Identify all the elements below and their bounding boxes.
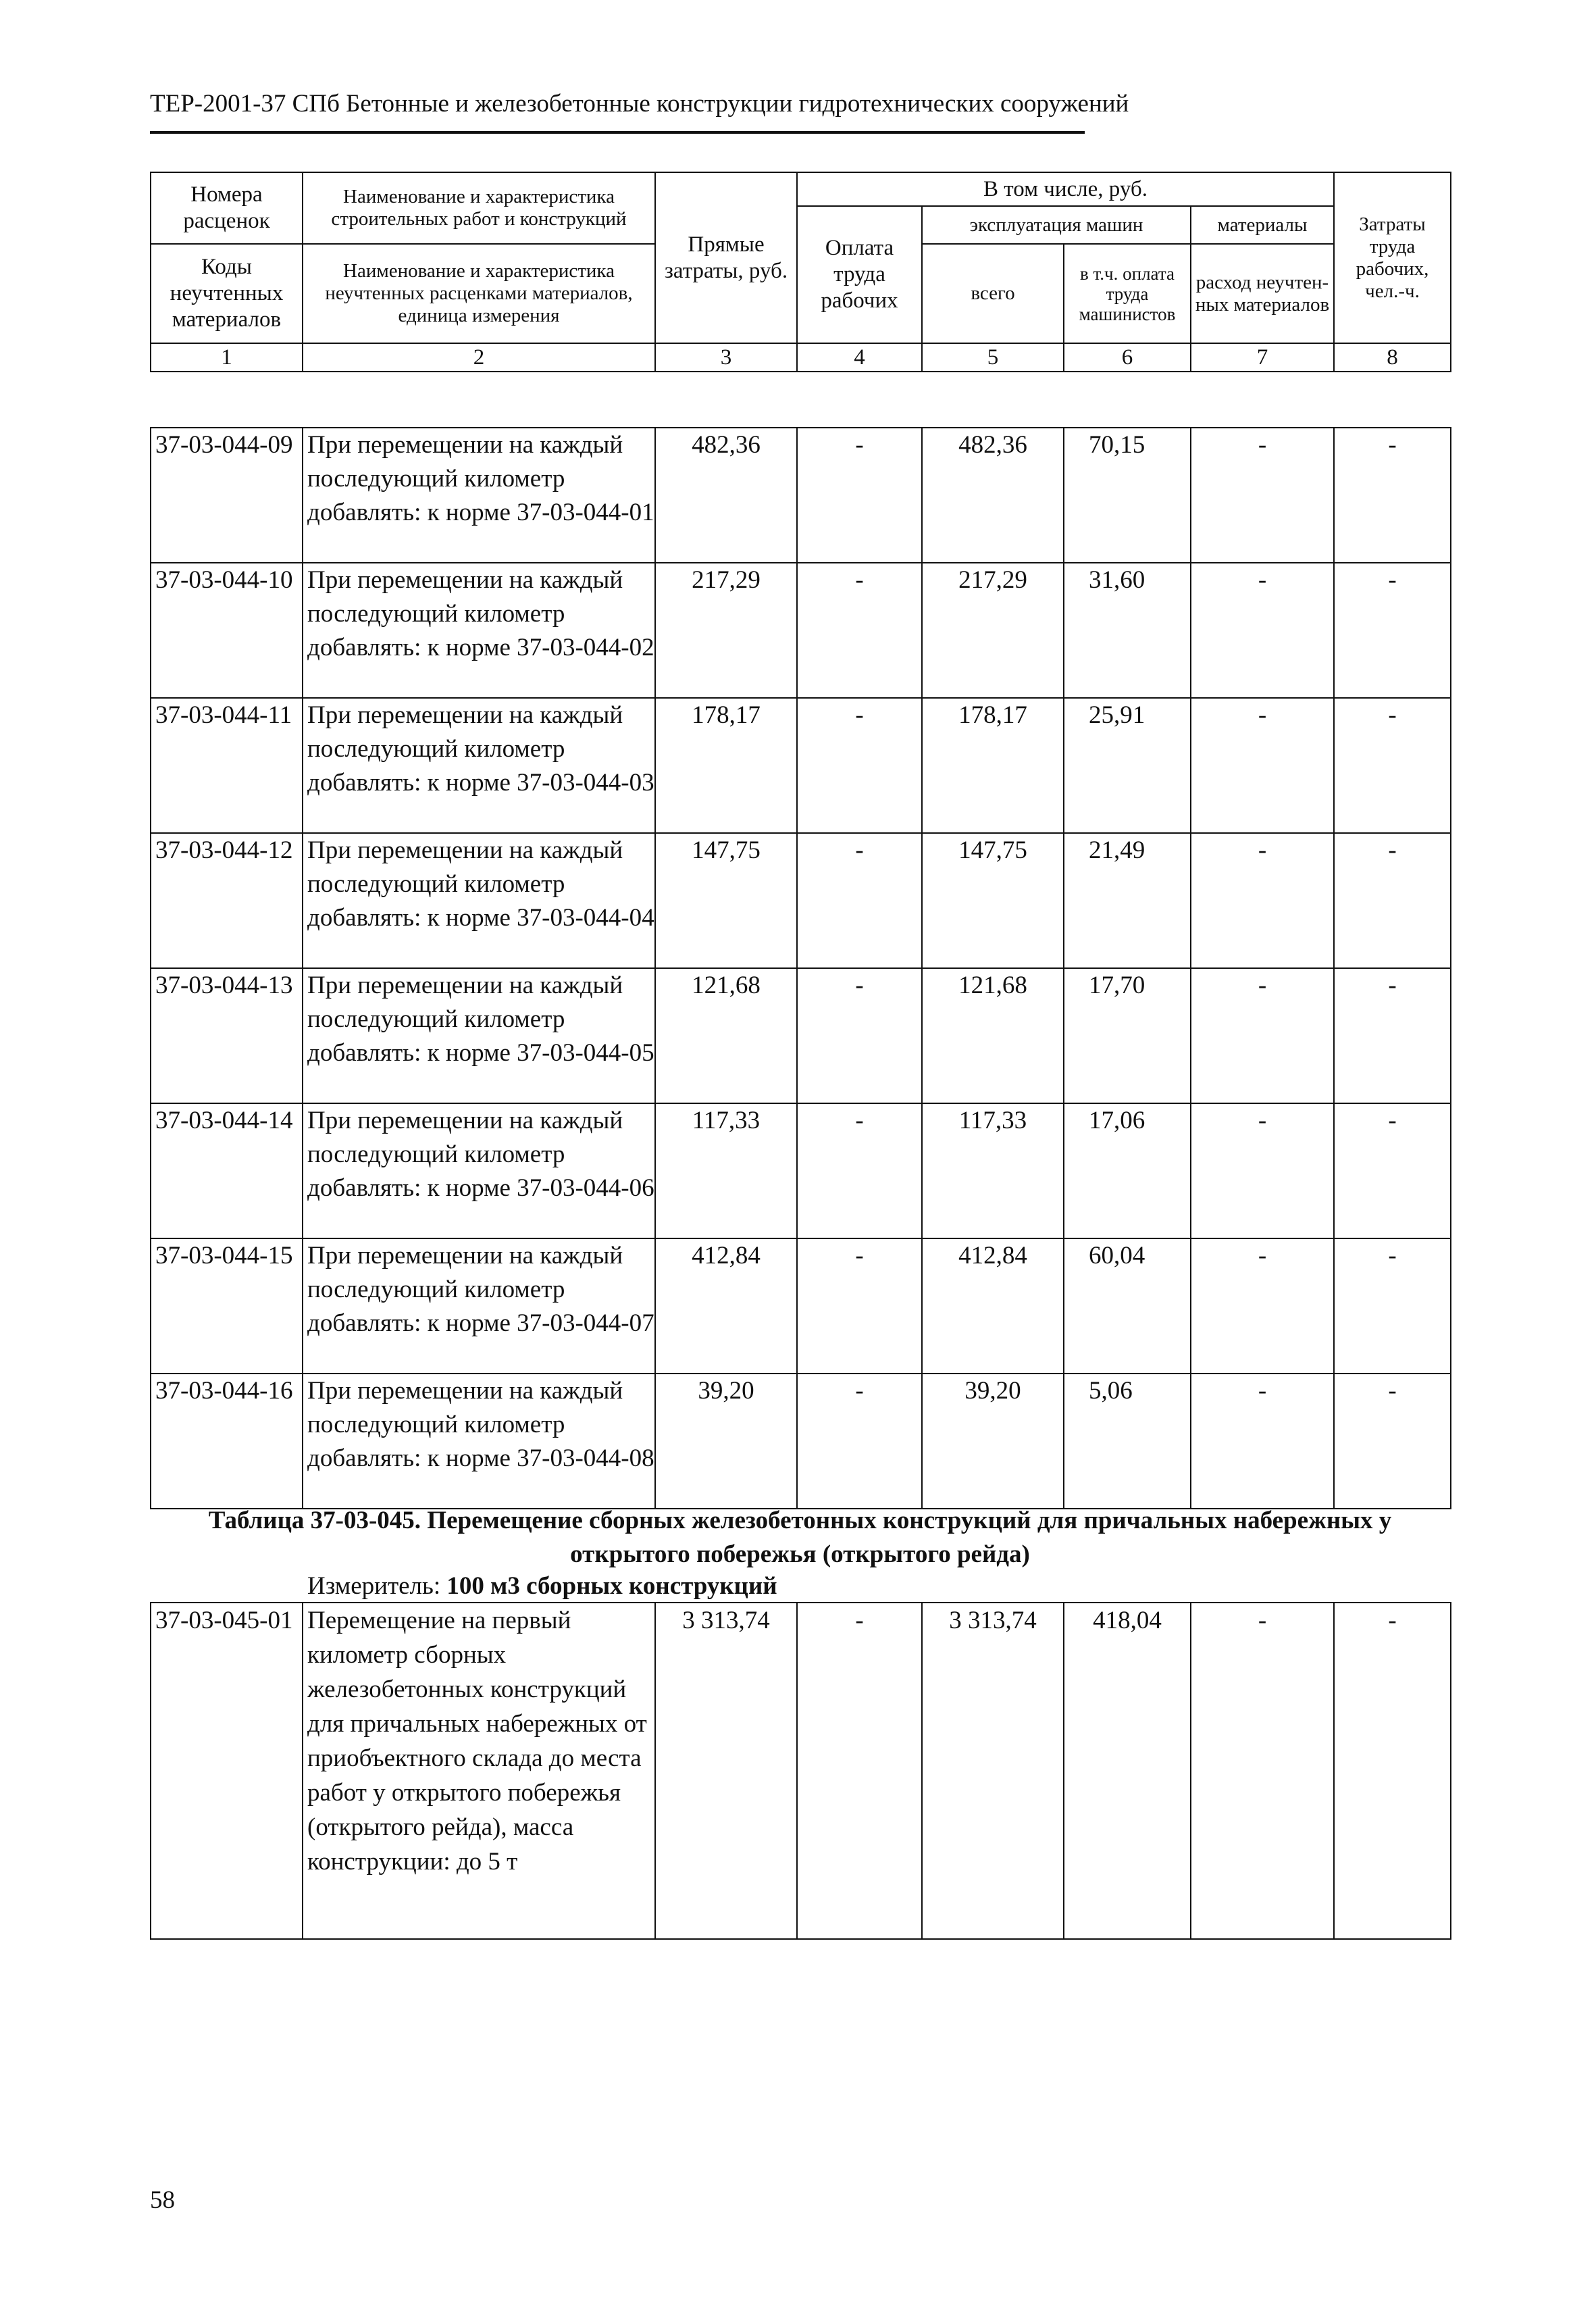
labor-cost: - (797, 698, 922, 833)
labor-hours: - (1334, 698, 1451, 833)
machines-header: эксплуатация машин (922, 206, 1191, 244)
column-number: 4 (797, 343, 922, 372)
column-number: 6 (1064, 343, 1191, 372)
col2-top-header: Наименование и характеристика строительных работ и конструкций (303, 172, 655, 244)
labor-cost: - (797, 428, 922, 563)
labor-cost: - (797, 968, 922, 1103)
rate-code: 37-03-044-11 (151, 698, 303, 833)
labor-cost: - (797, 1603, 922, 1939)
measure-unit (307, 1571, 777, 1601)
labor-hours: - (1334, 1238, 1451, 1374)
direct-cost: 117,33 (655, 1103, 797, 1238)
rate-code: 37-03-044-16 (151, 1374, 303, 1509)
table-row (151, 1374, 1451, 1509)
rate-name: При перемещении на каждый последующий километр добавлять: к норме 37-03-044-06 (303, 1103, 655, 1238)
machines-cost: 117,33 (922, 1103, 1064, 1238)
rate-code: 37-03-044-10 (151, 563, 303, 698)
rate-code: 37-03-044-15 (151, 1238, 303, 1374)
column-number: 8 (1334, 343, 1451, 372)
machines-cost: 121,68 (922, 968, 1064, 1103)
col5-header: всего (922, 244, 1064, 343)
rate-name: Перемещение на первый километр сборных железобетонных конструкций для причальных набережных от приобъектного склада до места работ у открытого побережья (открытого рейда), масса конструкции: до 5 т (303, 1603, 655, 1939)
col7-header: расход неучтен-ных материалов (1191, 244, 1334, 343)
machines-cost: 412,84 (922, 1238, 1064, 1374)
group-header: В том числе, руб. (797, 172, 1334, 206)
labor-cost: - (797, 1238, 922, 1374)
machines-cost: 217,29 (922, 563, 1064, 698)
table-row (151, 698, 1451, 833)
rate-code: 37-03-044-14 (151, 1103, 303, 1238)
table2 (150, 1602, 1451, 1940)
machinists-cost: 31,60 (1064, 563, 1191, 698)
labor-cost: - (797, 1103, 922, 1238)
rate-code: 37-03-044-13 (151, 968, 303, 1103)
table-row (151, 428, 1451, 563)
machinists-cost: 21,49 (1064, 833, 1191, 968)
machinists-cost: 17,70 (1064, 968, 1191, 1103)
materials-cost: - (1191, 698, 1334, 833)
table2-caption: Таблица 37-03-045. Перемещение сборных железобетонных конструкций для причальных набережных у открытого побережья (открытого рейда) (208, 1507, 1392, 1568)
machines-cost: 482,36 (922, 428, 1064, 563)
column-number: 5 (922, 343, 1064, 372)
labor-hours: - (1334, 968, 1451, 1103)
labor-cost: - (797, 1374, 922, 1509)
labor-hours: - (1334, 1103, 1451, 1238)
col8-header: Затраты труда рабочих, чел.-ч. (1334, 172, 1451, 343)
table-row (151, 968, 1451, 1103)
table-row (151, 1238, 1451, 1374)
column-number: 3 (655, 343, 797, 372)
column-number: 2 (303, 343, 655, 372)
machinists-cost: 5,06 (1064, 1374, 1191, 1509)
machinists-cost: 418,04 (1064, 1603, 1191, 1939)
machines-cost: 178,17 (922, 698, 1064, 833)
machines-cost: 147,75 (922, 833, 1064, 968)
direct-cost: 178,17 (655, 698, 797, 833)
rate-name: При перемещении на каждый последующий километр добавлять: к норме 37-03-044-08 (303, 1374, 655, 1509)
direct-cost: 482,36 (655, 428, 797, 563)
materials-cost: - (1191, 563, 1334, 698)
direct-cost: 3 313,74 (655, 1603, 797, 1939)
col2-bottom-header: Наименование и характеристика неучтенных расценками материалов, единица измерения (303, 244, 655, 343)
labor-hours: - (1334, 1603, 1451, 1939)
labor-hours: - (1334, 428, 1451, 563)
col1-top-header: Номера расценок (151, 172, 303, 244)
column-number: 1 (151, 343, 303, 372)
rate-code: 37-03-045-01 (151, 1603, 303, 1939)
col1-bottom-header: Коды неучтенных материалов (151, 244, 303, 343)
machinists-cost: 70,15 (1064, 428, 1191, 563)
materials-cost: - (1191, 1238, 1334, 1374)
table-row (151, 1103, 1451, 1238)
direct-cost: 412,84 (655, 1238, 797, 1374)
column-number: 7 (1191, 343, 1334, 372)
header-rule (150, 131, 1085, 134)
labor-cost: - (797, 563, 922, 698)
labor-cost: - (797, 833, 922, 968)
materials-cost: - (1191, 1603, 1334, 1939)
page-number: 58 (150, 2186, 175, 2214)
machinists-cost: 60,04 (1064, 1238, 1191, 1374)
labor-hours: - (1334, 833, 1451, 968)
running-head: ТЕР-2001-37 СПб Бетонные и железобетонные конструкции гидротехнических сооружений (150, 90, 1129, 118)
machinists-cost: 25,91 (1064, 698, 1191, 833)
rate-name: При перемещении на каждый последующий километр добавлять: к норме 37-03-044-01 (303, 428, 655, 563)
labor-hours: - (1334, 1374, 1451, 1509)
materials-header: материалы (1191, 206, 1334, 244)
labor-hours: - (1334, 563, 1451, 698)
rates-table (150, 427, 1451, 1509)
rate-name: При перемещении на каждый последующий километр добавлять: к норме 37-03-044-07 (303, 1238, 655, 1374)
direct-cost: 39,20 (655, 1374, 797, 1509)
materials-cost: - (1191, 428, 1334, 563)
rate-name: При перемещении на каждый последующий километр добавлять: к норме 37-03-044-04 (303, 833, 655, 968)
measure-unit-value: 100 м3 сборных конструкций (446, 1572, 777, 1600)
col3-header: Прямые затраты, руб. (655, 172, 797, 343)
table-row (151, 833, 1451, 968)
materials-cost: - (1191, 1374, 1334, 1509)
direct-cost: 121,68 (655, 968, 797, 1103)
measure-unit-label: Измеритель: (307, 1572, 441, 1600)
machines-cost: 39,20 (922, 1374, 1064, 1509)
materials-cost: - (1191, 1103, 1334, 1238)
col6-header: в т.ч. оплата труда машинистов (1064, 244, 1191, 343)
direct-cost: 147,75 (655, 833, 797, 968)
materials-cost: - (1191, 833, 1334, 968)
rate-name: При перемещении на каждый последующий километр добавлять: к норме 37-03-044-05 (303, 968, 655, 1103)
column-numbers-row (151, 343, 1451, 372)
table-row (151, 563, 1451, 698)
direct-cost: 217,29 (655, 563, 797, 698)
table-header (150, 172, 1451, 372)
materials-cost: - (1191, 968, 1334, 1103)
machinists-cost: 17,06 (1064, 1103, 1191, 1238)
rate-code: 37-03-044-09 (151, 428, 303, 563)
rate-name: При перемещении на каждый последующий километр добавлять: к норме 37-03-044-03 (303, 698, 655, 833)
rate-code: 37-03-044-12 (151, 833, 303, 968)
col4-header: Оплата труда рабочих (797, 206, 922, 343)
table-row (151, 1603, 1451, 1939)
rate-name: При перемещении на каждый последующий километр добавлять: к норме 37-03-044-02 (303, 563, 655, 698)
machines-cost: 3 313,74 (922, 1603, 1064, 1939)
